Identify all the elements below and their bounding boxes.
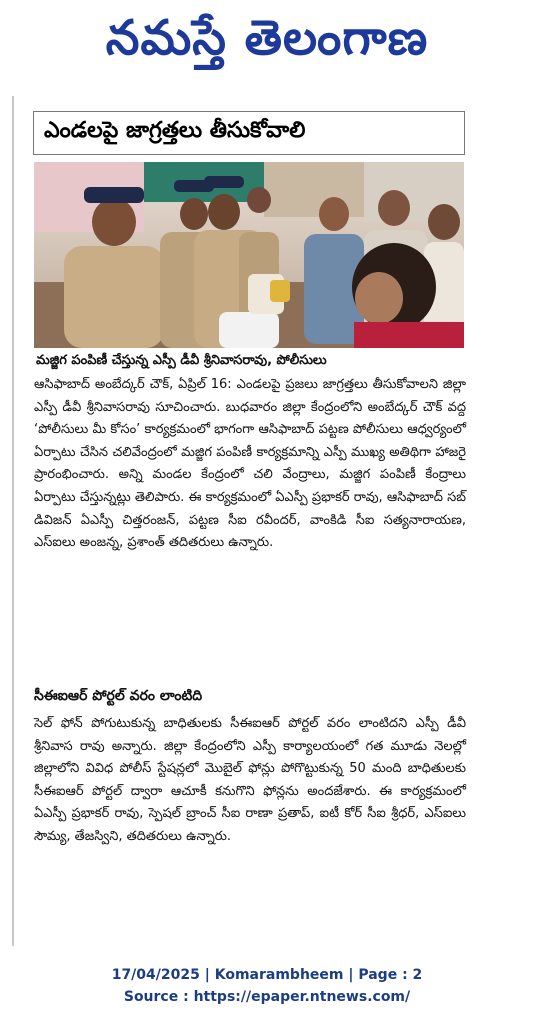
source-info: Source : https://epaper.ntnews.com/ — [123, 989, 411, 1005]
article-headline-box — [33, 111, 465, 155]
article-subheading: సీఈఐఆర్ పోర్టల్ వరం లాంటిది — [34, 688, 203, 704]
edition-info: 17/04/2025 | Komarambheem | Page : 2 — [111, 967, 423, 983]
masthead — [0, 0, 534, 88]
clip-edge — [12, 96, 14, 946]
page-footer — [0, 964, 534, 1008]
news-photo — [34, 162, 464, 348]
article-paragraph-1: ఆసిఫాబాద్ అంబేద్కర్ చౌక్, ఏప్రిల్ 16: ఎండలపై ప్రజలు జాగ్రత్తలు తీసుకోవాలని జిల్లా ఎస్పీ డీవీ శ్రీనివాసరావు సూచించారు. బుధవారం జిల్లా కేంద్రంలోని అంబేద్కర్ చౌక్ వద్ద ‘పోలీసులు మీ కోసం’ కార్యక్రమంలో భాగంగా ఆసిఫాబాద్ పట్టణ పోలీసులు ఆధ్వర్యంలో ఏర్పాటు చేసిన చలివేంద్రంలో మజ్జిగ పంపిణీ కార్యక్రమాన్ని ఎస్పీ ముఖ్య అతిథిగా హాజరై ప్రారంభించారు. అన్ని మండల కేంద్రంలో చలి వేంద్రాలు, మజ్జిగ పంపిణీ కేంద్రాలు ఏర్పాటు చేస్తున్నట్లు తెలిపారు. ఈ కార్యక్రమంలో ఏఎస్పీ ప్రభాకర్ రావు, ఆసిఫాబాద్ సబ్ డివిజన్ ఏఎస్పీ చిత్తరంజన్, పట్టణ సీఐ రవీందర్, వాంకిడి సీఐ సత్యనారాయణ, ఎస్ఐలు అంజన్న, ప్రశాంత్ తదితరులు ఉన్నారు. — [34, 377, 466, 551]
newspaper-logo: నమస్తే తెలంగాణ — [105, 10, 429, 66]
article-paragraph-2: సెల్ ఫోన్ పోగుటుకున్న బాధితులకు సీఈఐఆర్ పోర్టల్ వరం లాంటిదని ఎస్పీ డీవీ శ్రీనివాస రావు అన్నారు. జిల్లా కేంద్రంలోని ఎస్పీ కార్యాలయంలో గత మూడు నెలల్లో జిల్లాలోని వివిధ పోలీస్ స్టేషన్లలో మొబైల్ ఫోన్లు పోగొట్టుకున్న 50 మంది బాధితులకు సీఈఐఆర్ పోర్టల్ ద్వారా ఆచూకీ కనుగొని ఫోన్లను అందజేశారు. ఈ కార్యక్రమంలో ఏఎస్పీ ప్రభాకర్ రావు, స్పెషల్ బ్రాంచ్ సీఐ రాణా ప్రతాప్, ఐటీ కోర్ సీఐ శ్రీధర్, ఎస్ఐలు సౌమ్య, తేజస్విని, తదితరులు ఉన్నారు. — [34, 716, 466, 844]
article-headline: ఎండలపై జాగ్రత్తలు తీసుకోవాలి — [44, 118, 306, 143]
photo-caption: మజ్జిగ పంపిణీ చేస్తున్న ఎస్పీ డీవీ శ్రీనివాసరావు, పోలీసులు — [36, 353, 327, 368]
